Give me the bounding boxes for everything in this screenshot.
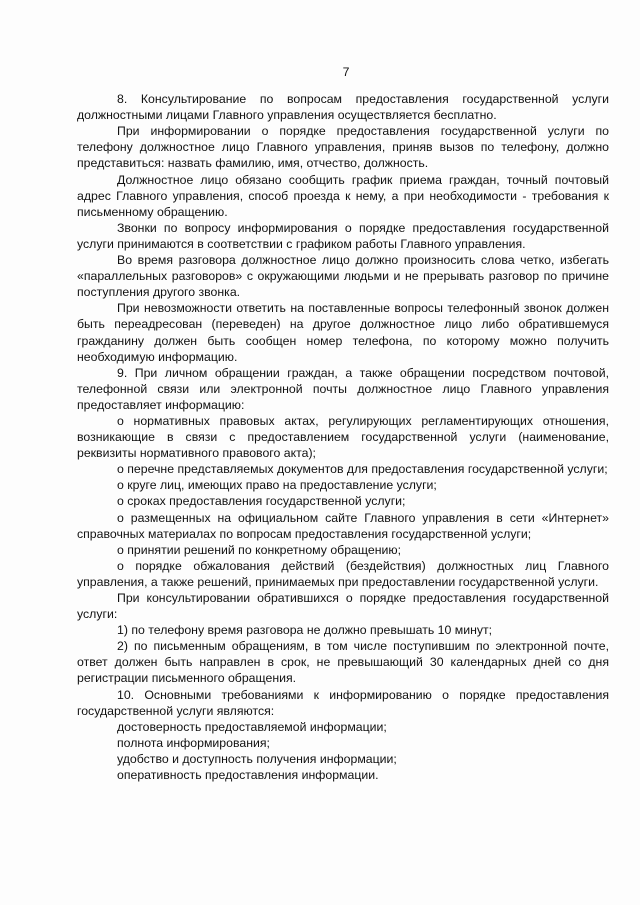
list-item-documents: о перечне представляемых документов для предоставления государственной услуги;	[117, 462, 608, 477]
paragraph-call-redirect: При невозможности ответить на поставленные вопросы телефонный звонок должен быть переадресован (переведен) на другое должностное лицо либо обратившемуся гражданину должен быть сообщен номер телефона, по которому можно получить необходимую информацию.	[77, 301, 609, 364]
list-item-legal-acts: о нормативных правовых актах, регулирующих регламентирующих отношения, возникающие в связи с предоставлением государственной услуги (наименование, реквизиты нормативного правового акта);	[77, 413, 609, 461]
paragraph-consulting-free: 8. Консультирование по вопросам предоставления государственной услуги должностными лицами Главного управления осуществляется бесплатно.	[77, 92, 609, 123]
list-item-phone-limit: 1) по телефону время разговора не должно превышать 10 минут;	[117, 623, 493, 638]
list-item-appeal-procedure: о порядке обжалования действий (бездействия) должностных лиц Главного управления, а также решений, принимаемых при предоставлении государственной услуги.	[77, 558, 609, 589]
paragraph-requirements: 10. Основными требованиями к информированию о порядке предоставления государственной услуги являются:	[77, 687, 609, 718]
list-item-written-reply: 2) по письменным обращениям, в том числе поступившим по электронной почте, ответ должен быть направлен в срок, не превышающий 30 календарных дней со дня регистрации письменного обращения.	[77, 639, 609, 686]
list-item-website-materials: о размещенных на официальном сайте Главного управления в сети «Интернет» справочных материалах по вопросам предоставления государственной услуги;	[77, 510, 609, 541]
list-item-reliability: достоверность предоставляемой информации;	[117, 719, 387, 734]
paragraph-reception-schedule: Должностное лицо обязано сообщить график приема граждан, точный почтовый адрес Главного управления, способ проезда к нему, а при необходимости - требования к письменному обращению.	[77, 172, 609, 219]
list-item-promptness: оперативность предоставления информации.	[117, 768, 379, 783]
list-item-accessibility: удобство и доступность получения информации;	[117, 751, 397, 766]
paragraph-calls-schedule: Звонки по вопросу информирования о порядке предоставления государственной услуги принимаются в соответствии с графиком работы Главного управления.	[77, 220, 609, 251]
paragraph-personal-appeal: 9. При личном обращении граждан, а также обращении посредством почтовой, телефонной связи или электронной почты должностное лицо Главного управления предоставляет информацию:	[77, 365, 609, 412]
page-number: 7	[342, 65, 350, 79]
paragraph-consulting-rules: При консультировании обратившихся о порядке предоставления государственной услуги:	[77, 591, 609, 622]
list-item-deadlines: о сроках предоставления государственной услуги;	[117, 494, 406, 509]
paragraph-phone-introduction: При информировании о порядке предоставления государственной услуги по телефону должностное лицо Главного управления, приняв вызов по телефону, должно представиться: назвать фамилию, имя, отчество, должность.	[77, 124, 609, 171]
list-item-completeness: полнота информирования;	[117, 735, 270, 750]
paragraph-speak-clearly: Во время разговора должностное лицо должно произносить слова четко, избегать «параллельных разговоров» с окружающими людьми и не прерывать разговор по причине поступления другого звонка.	[77, 253, 609, 300]
list-item-decisions: о принятии решений по конкретному обращению;	[117, 542, 401, 557]
list-item-persons: о круге лиц, имеющих право на предоставление услуги;	[117, 478, 437, 493]
